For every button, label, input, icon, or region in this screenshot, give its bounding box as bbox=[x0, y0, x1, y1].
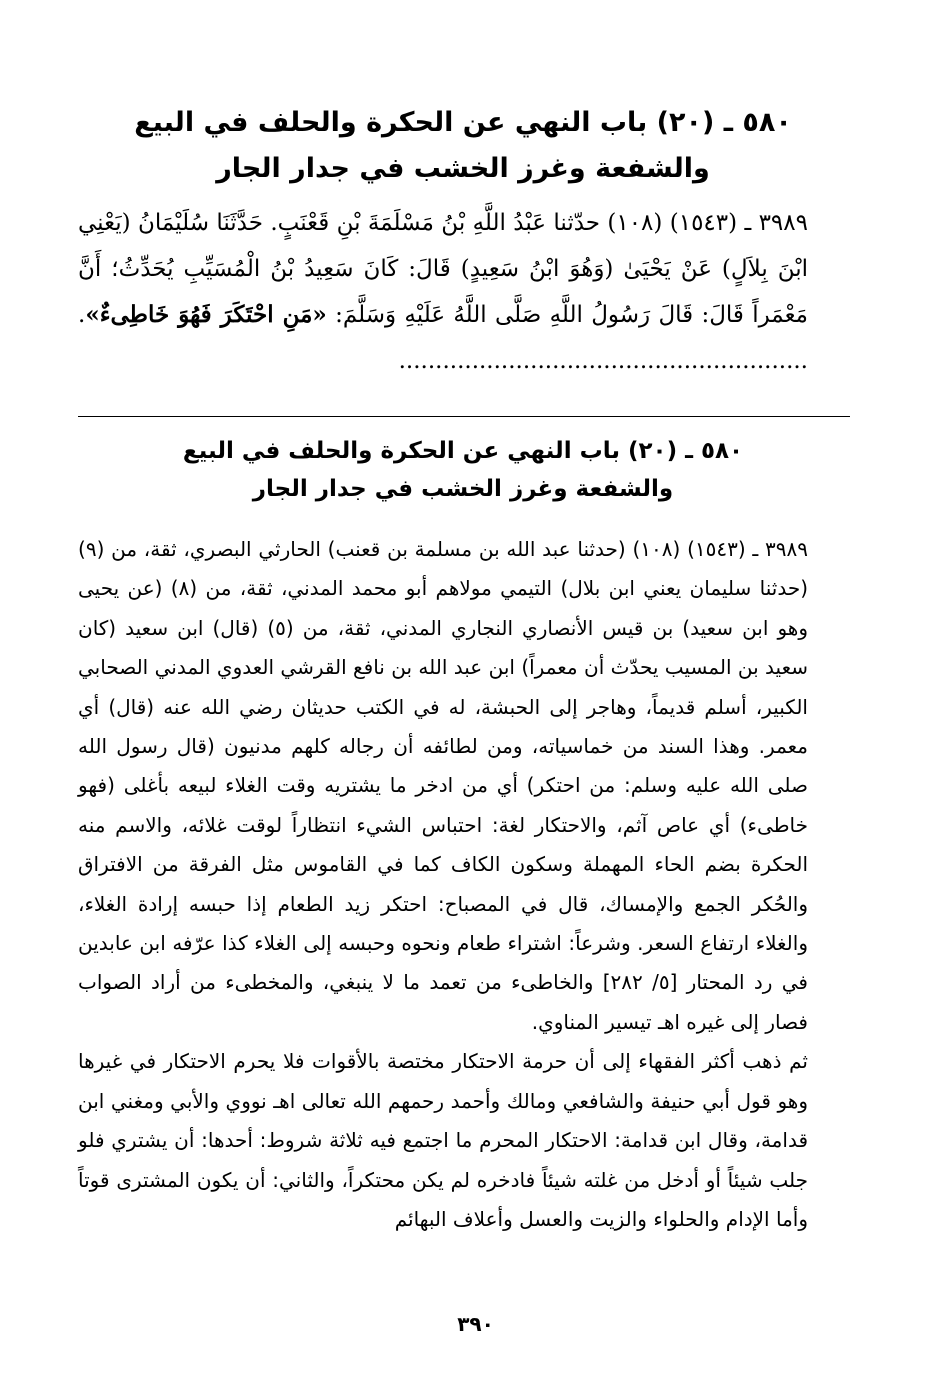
hadith-end-dots: . ........................................................ bbox=[78, 302, 808, 374]
top-heading-line-2: والشفعة وغرز الخشب في جدار الجار bbox=[216, 153, 710, 184]
commentary-block bbox=[78, 530, 848, 1239]
hadith-text: ٣٩٨٩ ـ (١٥٤٣) (١٠٨) حدّثنا عَبْدُ اللَّهِ بْنُ مَسْلَمَةَ بْنِ قَعْنَبٍ. حَدَّثَنَا سُلَيْمَانُ (يَعْنِي ابْنَ بِلاَلٍ) عَنْ يَحْيَىٰ (وَهُوَ ابْنُ سَعِيدٍ) قَالَ: كَانَ سَعِيدُ بْنُ الْمُسَيِّبِ يُحَدِّثُ؛ أَنَّ مَعْمَراً قَالَ: قَالَ رَسُولُ اللَّهِ صَلَّى اللَّهُ عَلَيْهِ وَسَلَّمَ: bbox=[78, 210, 809, 328]
bottom-heading-title bbox=[78, 432, 848, 508]
top-heading-title bbox=[78, 100, 848, 192]
bottom-heading-line-2: والشفعة وغرز الخشب في جدار الجار bbox=[252, 476, 674, 502]
hadith-quote: «مَنِ احْتَكَرَ فَهُوَ خَاطِىءٌ» bbox=[85, 301, 327, 328]
commentary-paragraph-1: ٣٩٨٩ ـ (١٥٤٣) (١٠٨) (حدثنا عبد الله بن مسلمة بن قعنب) الحارثي البصري، ثقة، من (٩) (حدثنا سليمان يعني ابن بلال) التيمي مولاهم أبو محمد المدني، ثقة، من (٨) (عن يحيى وهو ابن سعيد) بن قيس الأنصاري النجاري المدني، ثقة، من (٥) (قال) ابن سعيد (كان سعيد بن المسيب يحدّث أن معمراً) ابن عبد الله بن نافع القرشي العدوي المدني الصحابي الكبير، أسلم قديماً، وهاجر إلى الحبشة، له في الكتب حديثان رضي الله عنه (قال) أي معمر. وهذا السند من خماسياته، ومن لطائفه أن رجاله كلهم مدنيون (قال رسول الله صلى الله عليه وسلم: من احتكر) أي من ادخر ما يشتريه وقت الغلاء لبيعه بأغلى (فهو خاطىء) أي عاص آثم، والاحتكار لغة: احتباس الشيء انتظاراً لوقت غلائه، والاسم منه الحكرة بضم الحاء المهملة وسكون الكاف كما في القاموس مثل الفرقة من الافتراق والحُكر الجمع والإمساك، قال في المصباح: احتكر زيد الطعام إذا حبسه إرادة الغلاء، والغلاء ارتفاع السعر. وشرعاً: اشتراء طعام ونحوه وحبسه إلى الغلاء كذا عرّفه ابن عابدين في رد المحتار [٥/ ٢٨٢] والخاطىء من تعمد ما لا ينبغي، والمخطىء من أراد الصواب فصار إلى غيره اهـ تيسير المناوي. bbox=[78, 537, 808, 1034]
commentary-paragraph-2: ثم ذهب أكثر الفقهاء إلى أن حرمة الاحتكار مختصة بالأقوات فلا يحرم الاحتكار في غيرها وهو قول أبي حنيفة والشافعي ومالك وأحمد رحمهم الله تعالى اهـ نووي والأبي ومغني ابن قدامة، وقال ابن قدامة: الاحتكار المحرم ما اجتمع فيه ثلاثة شروط: أحدها: أن يشتري فلو جلب شيئاً أو أدخل من غلته شيئاً فادخره لم يكن محتكراً، والثاني: أن يكون المشترى قوتاً وأما الإدام والحلواء والزيت والعسل وأعلاف البهائم bbox=[78, 1049, 808, 1231]
bottom-chapter-heading bbox=[78, 432, 848, 508]
section-divider bbox=[78, 416, 850, 417]
bottom-heading-line-1: ٥٨٠ ـ (٢٠) باب النهي عن الحكرة والحلف في البيع bbox=[182, 438, 744, 464]
hadith-text-block bbox=[78, 200, 848, 384]
top-heading-line-1: ٥٨٠ ـ (٢٠) باب النهي عن الحكرة والحلف في البيع bbox=[134, 107, 792, 138]
top-chapter-heading bbox=[78, 100, 848, 192]
page-number: ٣٩٠ bbox=[457, 1312, 494, 1336]
hadith-paragraph bbox=[78, 200, 848, 384]
